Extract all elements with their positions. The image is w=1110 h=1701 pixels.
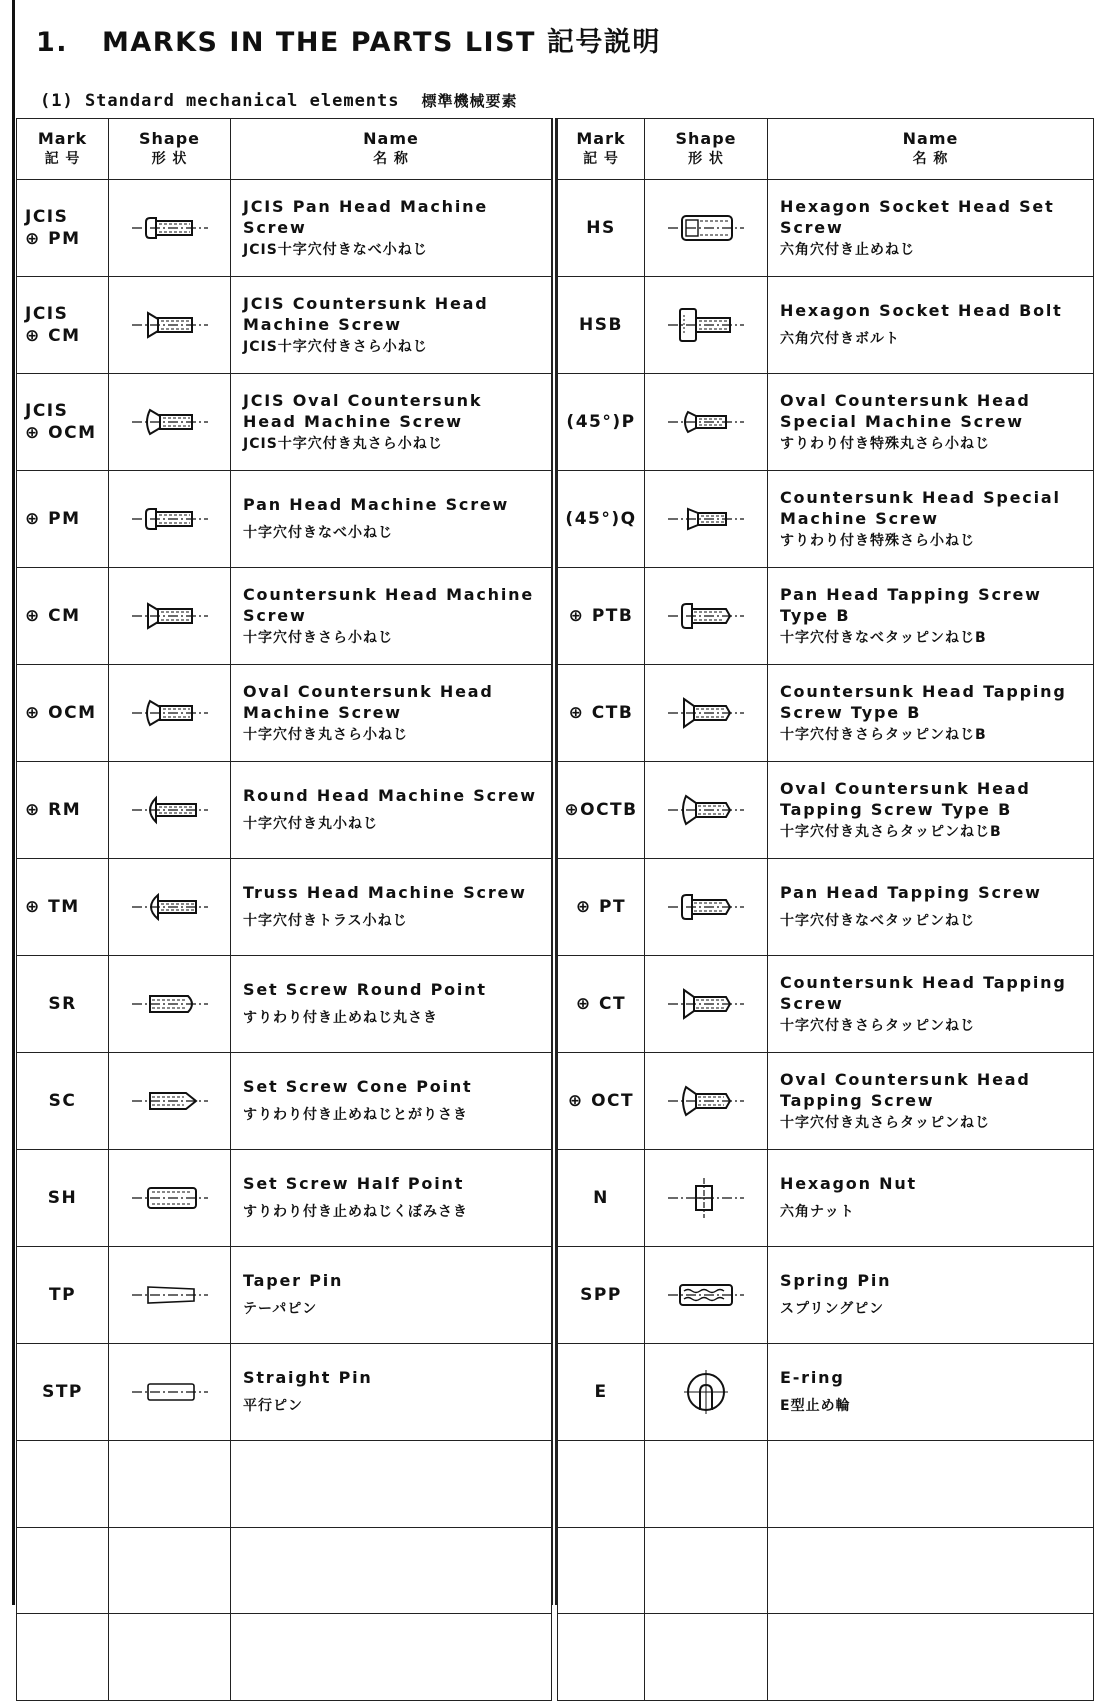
pan-head-screw-icon bbox=[109, 206, 230, 250]
name-cell bbox=[231, 1053, 552, 1150]
section-title: MARKS IN THE PARTS LIST 記号説明 bbox=[102, 27, 661, 58]
empty-row bbox=[558, 1614, 1094, 1701]
part-name-en: Machine Screw bbox=[780, 508, 939, 528]
straight-pin-icon bbox=[109, 1370, 230, 1414]
empty-row bbox=[17, 1527, 552, 1614]
part-name-en: JCIS Pan Head Machine bbox=[243, 196, 488, 216]
name-cell bbox=[768, 956, 1094, 1053]
shape-header-jp: 形 状 bbox=[688, 151, 724, 167]
name-cell bbox=[768, 665, 1094, 762]
part-name-en: Screw bbox=[780, 217, 844, 237]
name-cell bbox=[768, 762, 1094, 859]
oval-countersunk-special-screw-icon bbox=[645, 400, 767, 444]
empty-row bbox=[558, 1441, 1094, 1528]
part-name-en: Screw bbox=[243, 217, 307, 237]
oval-countersunk-tapping-screw-icon bbox=[645, 1079, 767, 1123]
part-name-en: Tapping Screw bbox=[780, 1090, 935, 1110]
part-name-jp: すりわり付き止めねじ丸さき bbox=[243, 1010, 438, 1026]
part-name-jp: JCIS十字穴付きさら小ねじ bbox=[243, 338, 428, 355]
part-name-jp: 十字穴付きなべ小ねじ bbox=[243, 525, 393, 541]
mark-cell bbox=[558, 374, 645, 471]
mark-cell bbox=[558, 665, 645, 762]
mark-cell bbox=[17, 471, 109, 568]
name-cell bbox=[231, 1247, 552, 1344]
name-header bbox=[768, 119, 1094, 180]
shape-header-en: Shape bbox=[675, 129, 737, 148]
part-name-jp: テーパピン bbox=[243, 1301, 318, 1317]
part-name-en: Pan Head Tapping Screw bbox=[780, 584, 1042, 604]
mark-code: ⊕ PM bbox=[25, 229, 81, 249]
table-row bbox=[17, 859, 552, 956]
table-row bbox=[558, 956, 1094, 1053]
name-cell bbox=[231, 665, 552, 762]
table-row bbox=[17, 277, 552, 374]
name-cell bbox=[768, 277, 1094, 374]
name-cell bbox=[231, 471, 552, 568]
name-cell bbox=[768, 1247, 1094, 1344]
mark-code: ⊕ PTB bbox=[568, 606, 634, 626]
mark-header bbox=[17, 119, 109, 180]
mark-cell bbox=[17, 277, 109, 374]
part-name-jp: JCIS十字穴付きなべ小ねじ bbox=[243, 241, 428, 258]
name-cell bbox=[768, 1053, 1094, 1150]
name-cell bbox=[768, 568, 1094, 665]
shape-cell bbox=[645, 1247, 768, 1344]
part-name-en: Countersunk Head Machine bbox=[243, 584, 535, 604]
mark-cell bbox=[17, 180, 109, 277]
empty-cell bbox=[558, 1614, 645, 1701]
part-name-en: Hexagon Socket Head Set bbox=[780, 196, 1055, 216]
part-name-jp: 六角ナット bbox=[780, 1204, 855, 1220]
left-table bbox=[16, 118, 552, 1701]
mark-code: SPP bbox=[580, 1285, 622, 1305]
table-row bbox=[558, 277, 1094, 374]
mark-code: ⊕ TM bbox=[25, 897, 80, 917]
mark-code: JCIS bbox=[25, 207, 69, 227]
mark-cell bbox=[558, 1344, 645, 1441]
shape-cell bbox=[645, 180, 768, 277]
part-name-en: Spring Pin bbox=[780, 1271, 892, 1290]
table-row bbox=[17, 762, 552, 859]
mark-code: ⊕ CTB bbox=[568, 703, 634, 723]
mark-code: ⊕ RM bbox=[25, 800, 82, 820]
left-parts-table bbox=[16, 118, 552, 1701]
hex-socket-bolt-icon bbox=[645, 303, 767, 347]
part-name-en: Set Screw Round Point bbox=[243, 980, 487, 999]
name-header bbox=[231, 119, 552, 180]
part-name-en: Set Screw Cone Point bbox=[243, 1077, 473, 1096]
hex-socket-set-screw-icon bbox=[645, 206, 767, 250]
part-name-en: Countersunk Head Tapping bbox=[780, 681, 1067, 701]
e-ring-icon bbox=[645, 1370, 767, 1414]
shape-cell bbox=[109, 277, 231, 374]
table-row bbox=[17, 1344, 552, 1441]
empty-cell bbox=[17, 1527, 109, 1614]
part-name-jp: すりわり付き特殊丸さら小ねじ bbox=[780, 435, 990, 452]
oval-countersunk-tapping-screw-b-icon bbox=[645, 788, 767, 832]
mark-code: ⊕ CM bbox=[25, 606, 81, 626]
name-cell bbox=[231, 956, 552, 1053]
mark-header-en: Mark bbox=[576, 129, 626, 148]
mark-cell bbox=[17, 1344, 109, 1441]
part-name-en: Oval Countersunk Head bbox=[243, 681, 494, 701]
shape-header bbox=[645, 119, 768, 180]
part-name-jp: すりわり付き止めねじくぼみさき bbox=[243, 1204, 468, 1220]
part-name-en: Truss Head Machine Screw bbox=[243, 883, 527, 902]
mark-cell bbox=[17, 1053, 109, 1150]
subsection-title-en: (1) Standard mechanical elements bbox=[40, 91, 400, 111]
table-row bbox=[558, 374, 1094, 471]
name-cell bbox=[768, 1344, 1094, 1441]
mark-code: SH bbox=[47, 1188, 78, 1208]
taper-pin-icon bbox=[109, 1273, 230, 1317]
mark-cell bbox=[558, 859, 645, 956]
part-name-en: Type B bbox=[780, 605, 851, 625]
part-name-en: JCIS Countersunk Head bbox=[243, 293, 489, 313]
set-screw-half-point-icon bbox=[109, 1176, 230, 1220]
mark-header-en: Mark bbox=[37, 129, 88, 148]
name-cell bbox=[768, 1150, 1094, 1247]
mark-cell bbox=[558, 180, 645, 277]
part-name-en: Screw Type B bbox=[780, 702, 922, 722]
table-row bbox=[558, 568, 1094, 665]
empty-cell bbox=[231, 1527, 552, 1614]
name-cell bbox=[231, 859, 552, 956]
part-name-en: Head Machine Screw bbox=[243, 411, 463, 431]
mark-code: HSB bbox=[579, 315, 623, 335]
table-row bbox=[558, 859, 1094, 956]
empty-cell bbox=[768, 1527, 1094, 1614]
name-cell bbox=[231, 762, 552, 859]
mark-code: ⊕ CT bbox=[575, 994, 627, 1014]
table-row bbox=[558, 665, 1094, 762]
part-name-jp: 十字穴付きなべタッピンねじB bbox=[780, 629, 987, 646]
empty-cell bbox=[231, 1614, 552, 1701]
spring-pin-icon bbox=[645, 1273, 767, 1317]
mark-code: ⊕ PT bbox=[575, 897, 627, 917]
part-name-jp: 十字穴付きさらタッピンねじ bbox=[780, 1017, 975, 1034]
mark-cell bbox=[17, 956, 109, 1053]
part-name-jp: 十字穴付きなべタッピンねじ bbox=[780, 913, 975, 929]
countersunk-screw-icon bbox=[109, 594, 230, 638]
mark-cell bbox=[17, 568, 109, 665]
subsection-title-jp: 標準機械要素 bbox=[421, 92, 518, 110]
mark-cell bbox=[17, 665, 109, 762]
empty-cell bbox=[558, 1527, 645, 1614]
empty-cell bbox=[645, 1527, 768, 1614]
part-name-jp: 十字穴付き丸さらタッピンねじ bbox=[780, 1114, 990, 1131]
mark-cell bbox=[17, 859, 109, 956]
shape-cell bbox=[645, 859, 768, 956]
name-cell bbox=[768, 859, 1094, 956]
part-name-en: Pan Head Tapping Screw bbox=[780, 883, 1042, 902]
part-name-en: Set Screw Half Point bbox=[243, 1174, 465, 1193]
part-name-en: Oval Countersunk Head bbox=[780, 778, 1031, 798]
part-name-jp: すりわり付き止めねじとがりさき bbox=[243, 1107, 468, 1123]
empty-cell bbox=[109, 1614, 231, 1701]
mark-cell bbox=[558, 277, 645, 374]
shape-cell bbox=[109, 1247, 231, 1344]
name-cell bbox=[768, 471, 1094, 568]
mark-code: N bbox=[593, 1188, 609, 1208]
oval-countersunk-screw-icon bbox=[109, 400, 230, 444]
empty-cell bbox=[558, 1441, 645, 1528]
name-cell bbox=[231, 1150, 552, 1247]
table-row bbox=[17, 471, 552, 568]
mark-header-jp: 記 号 bbox=[44, 151, 81, 167]
mark-code: ⊕ OCM bbox=[25, 703, 97, 723]
shape-cell bbox=[109, 1344, 231, 1441]
table-row bbox=[558, 180, 1094, 277]
shape-cell bbox=[645, 956, 768, 1053]
part-name-jp: すりわり付き特殊さら小ねじ bbox=[780, 532, 975, 549]
empty-row bbox=[17, 1441, 552, 1528]
part-name-jp: JCIS十字穴付き丸さら小ねじ bbox=[243, 435, 443, 452]
table-row bbox=[17, 1247, 552, 1344]
mark-code: ⊕ PM bbox=[25, 509, 81, 529]
empty-cell bbox=[109, 1527, 231, 1614]
part-name-en: Oval Countersunk Head bbox=[780, 1069, 1031, 1089]
shape-cell bbox=[645, 1053, 768, 1150]
shape-cell bbox=[109, 859, 231, 956]
table-row bbox=[17, 180, 552, 277]
subsection-title bbox=[40, 90, 518, 111]
part-name-en: Screw bbox=[243, 605, 307, 625]
mark-cell bbox=[17, 1150, 109, 1247]
empty-cell bbox=[768, 1441, 1094, 1528]
empty-row bbox=[558, 1527, 1094, 1614]
shape-cell bbox=[109, 1150, 231, 1247]
shape-cell bbox=[645, 374, 768, 471]
countersunk-tapping-screw-icon bbox=[645, 982, 767, 1026]
shape-header-en: Shape bbox=[138, 129, 200, 148]
mark-cell bbox=[558, 956, 645, 1053]
page-title bbox=[36, 20, 661, 59]
part-name-en: Hexagon Socket Head Bolt bbox=[780, 301, 1063, 320]
mark-cell bbox=[17, 762, 109, 859]
empty-cell bbox=[645, 1441, 768, 1528]
part-name-jp: 六角穴付き止めねじ bbox=[780, 241, 915, 258]
shape-cell bbox=[645, 277, 768, 374]
part-name-en: Pan Head Machine Screw bbox=[243, 495, 510, 514]
empty-cell bbox=[645, 1614, 768, 1701]
mark-code: SC bbox=[48, 1091, 77, 1111]
pan-head-screw-icon bbox=[109, 497, 230, 541]
mark-code: (45°)P bbox=[566, 412, 636, 432]
mark-code: STP bbox=[42, 1382, 83, 1402]
round-head-screw-icon bbox=[109, 788, 230, 832]
mark-code: ⊕ OCM bbox=[25, 423, 97, 443]
empty-cell bbox=[768, 1614, 1094, 1701]
mark-cell bbox=[17, 374, 109, 471]
mark-cell bbox=[558, 568, 645, 665]
part-name-jp: 六角穴付きボルト bbox=[780, 331, 900, 347]
shape-cell bbox=[109, 665, 231, 762]
table-row bbox=[17, 665, 552, 762]
table-row bbox=[17, 374, 552, 471]
name-cell bbox=[231, 374, 552, 471]
table-row bbox=[17, 568, 552, 665]
name-cell bbox=[231, 568, 552, 665]
part-name-en: Countersunk Head Special bbox=[780, 487, 1061, 507]
part-name-en: Screw bbox=[780, 993, 844, 1013]
shape-cell bbox=[645, 568, 768, 665]
name-cell bbox=[231, 1344, 552, 1441]
mark-cell bbox=[558, 471, 645, 568]
shape-cell bbox=[645, 1344, 768, 1441]
mark-code: JCIS bbox=[25, 304, 69, 324]
part-name-en: Oval Countersunk Head bbox=[780, 390, 1031, 410]
right-table bbox=[557, 118, 1094, 1701]
mark-code: ⊕ CM bbox=[25, 326, 81, 346]
part-name-jp: スプリングピン bbox=[780, 1301, 885, 1317]
mark-header bbox=[558, 119, 645, 180]
pan-head-tapping-screw-icon bbox=[645, 885, 767, 929]
empty-cell bbox=[17, 1441, 109, 1528]
truss-head-screw-icon bbox=[109, 885, 230, 929]
part-name-jp: 平行ピン bbox=[243, 1398, 303, 1414]
shape-cell bbox=[109, 1053, 231, 1150]
mark-header-jp: 記 号 bbox=[583, 151, 619, 167]
table-row bbox=[558, 1053, 1094, 1150]
countersunk-screw-icon bbox=[109, 303, 230, 347]
part-name-en: Countersunk Head Tapping bbox=[780, 972, 1067, 992]
mark-cell bbox=[558, 1053, 645, 1150]
name-cell bbox=[768, 374, 1094, 471]
part-name-en: Machine Screw bbox=[243, 314, 402, 334]
mark-cell bbox=[558, 762, 645, 859]
oval-countersunk-screw-icon bbox=[109, 691, 230, 735]
shape-cell bbox=[645, 471, 768, 568]
shape-cell bbox=[109, 374, 231, 471]
name-header-en: Name bbox=[363, 129, 419, 148]
part-name-en: JCIS Oval Countersunk bbox=[243, 390, 483, 410]
part-name-jp: E型止め輪 bbox=[780, 1398, 851, 1414]
part-name-en: Tapping Screw Type B bbox=[780, 799, 1013, 819]
set-screw-round-point-icon bbox=[109, 982, 230, 1026]
part-name-en: Round Head Machine Screw bbox=[243, 786, 537, 805]
shape-cell bbox=[645, 665, 768, 762]
empty-cell bbox=[231, 1441, 552, 1528]
mark-cell bbox=[558, 1150, 645, 1247]
shape-cell bbox=[109, 180, 231, 277]
part-name-en: Machine Screw bbox=[243, 702, 402, 722]
table-row bbox=[558, 1247, 1094, 1344]
table-row bbox=[558, 1344, 1094, 1441]
left-margin-rule bbox=[12, 0, 15, 1605]
shape-cell bbox=[109, 762, 231, 859]
countersunk-tapping-screw-b-icon bbox=[645, 691, 767, 735]
shape-cell bbox=[109, 471, 231, 568]
shape-cell bbox=[109, 956, 231, 1053]
part-name-jp: 十字穴付き丸さらタッピンねじB bbox=[780, 823, 1002, 840]
header-row bbox=[17, 119, 552, 180]
empty-row bbox=[17, 1614, 552, 1701]
mark-code: TP bbox=[48, 1285, 77, 1305]
mark-code: ⊕ OCT bbox=[567, 1091, 635, 1111]
mark-code: SR bbox=[48, 994, 77, 1014]
header-row bbox=[558, 119, 1094, 180]
mark-code: E bbox=[594, 1382, 608, 1402]
name-header-jp: 名 称 bbox=[373, 151, 409, 167]
table-row bbox=[17, 956, 552, 1053]
right-parts-table bbox=[557, 118, 1094, 1701]
pan-head-tapping-screw-b-icon bbox=[645, 594, 767, 638]
part-name-en: Taper Pin bbox=[243, 1271, 344, 1290]
hexagon-nut-icon bbox=[645, 1176, 767, 1220]
mark-code: ⊕OCTB bbox=[564, 800, 638, 820]
mark-code: HS bbox=[586, 218, 616, 238]
part-name-jp: 十字穴付きトラス小ねじ bbox=[243, 913, 408, 929]
empty-cell bbox=[17, 1614, 109, 1701]
shape-header-jp: 形 状 bbox=[151, 151, 188, 167]
name-cell bbox=[231, 277, 552, 374]
part-name-jp: 十字穴付きさらタッピンねじB bbox=[780, 726, 987, 743]
shape-cell bbox=[109, 568, 231, 665]
name-header-en: Name bbox=[902, 129, 959, 148]
part-name-jp: 十字穴付きさら小ねじ bbox=[243, 629, 393, 646]
table-row bbox=[17, 1053, 552, 1150]
table-row bbox=[17, 1150, 552, 1247]
mark-code: JCIS bbox=[25, 401, 69, 421]
empty-cell bbox=[109, 1441, 231, 1528]
part-name-en: E-ring bbox=[780, 1368, 845, 1387]
set-screw-cone-point-icon bbox=[109, 1079, 230, 1123]
part-name-jp: 十字穴付き丸さら小ねじ bbox=[243, 726, 408, 743]
table-row bbox=[558, 1150, 1094, 1247]
part-name-jp: 十字穴付き丸小ねじ bbox=[243, 816, 378, 832]
section-number: 1. bbox=[36, 27, 69, 58]
name-cell bbox=[768, 180, 1094, 277]
part-name-en: Special Machine Screw bbox=[780, 411, 1024, 431]
part-name-en: Straight Pin bbox=[243, 1368, 373, 1387]
part-name-en: Hexagon Nut bbox=[780, 1174, 917, 1193]
mark-cell bbox=[17, 1247, 109, 1344]
mark-code: (45°)Q bbox=[565, 509, 637, 529]
shape-cell bbox=[645, 1150, 768, 1247]
mark-cell bbox=[558, 1247, 645, 1344]
table-row bbox=[558, 762, 1094, 859]
shape-header bbox=[109, 119, 231, 180]
name-header-jp: 名 称 bbox=[912, 151, 949, 167]
countersunk-special-screw-icon bbox=[645, 497, 767, 541]
name-cell bbox=[231, 180, 552, 277]
shape-cell bbox=[645, 762, 768, 859]
table-row bbox=[558, 471, 1094, 568]
